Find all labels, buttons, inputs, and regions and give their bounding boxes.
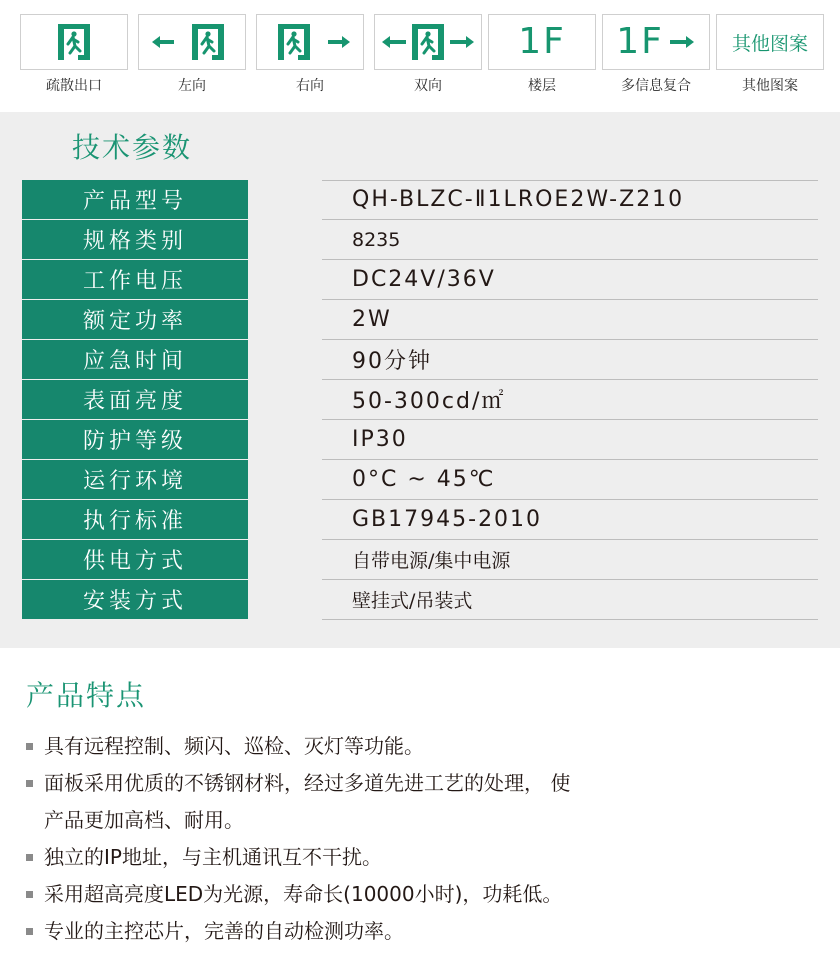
arrow-right-icon xyxy=(668,34,696,50)
floor-sign-text: 1F xyxy=(616,21,664,62)
icon-caption: 右向 xyxy=(296,78,324,94)
spec-label: 产品型号 xyxy=(22,180,248,219)
custom-pattern-text: 其他图案 xyxy=(731,32,808,55)
spec-row xyxy=(22,380,818,420)
spec-value: QH-BLZC-Ⅱ1LROE2W-Z210 xyxy=(322,180,818,220)
exit-runner-icon xyxy=(54,22,94,62)
spec-row xyxy=(22,540,818,580)
icon-caption: 疏散出口 xyxy=(46,78,102,94)
floor-sign-text: 1F xyxy=(518,21,566,62)
icon-caption: 楼层 xyxy=(528,78,556,94)
feature-item xyxy=(24,913,824,950)
spec-label: 规格类别 xyxy=(22,220,248,259)
spec-value: 2W xyxy=(322,300,818,340)
spec-value: 8235 xyxy=(322,220,818,260)
feature-text-continued: 产品更加高档、耐用。 xyxy=(44,808,244,832)
sign-type-left-box xyxy=(138,14,246,70)
spec-row xyxy=(22,260,818,300)
spec-value: 自带电源/集中电源 xyxy=(322,540,818,580)
spec-value: 0°C ~ 45℃ xyxy=(322,460,818,500)
exit-left-arrow-icon xyxy=(148,22,236,62)
custom-pattern-icon xyxy=(716,14,824,70)
spec-label: 工作电压 xyxy=(22,260,248,299)
sign-type-strip xyxy=(0,0,840,112)
sign-type-floor xyxy=(488,14,596,94)
bullet-square-icon xyxy=(26,928,33,935)
features-title: 产品特点 xyxy=(26,679,147,712)
spec-row xyxy=(22,500,818,540)
spec-label: 运行环境 xyxy=(22,460,248,499)
bullet-square-icon xyxy=(26,891,33,898)
sign-type-exit xyxy=(20,14,128,94)
spec-row xyxy=(22,460,818,500)
bullet-square-icon xyxy=(26,780,33,787)
exit-double-arrow-icon xyxy=(380,22,476,62)
spec-panel xyxy=(0,112,840,648)
spec-row xyxy=(22,580,818,620)
feature-item xyxy=(24,876,824,913)
spec-label: 安装方式 xyxy=(22,580,248,619)
spec-row xyxy=(22,340,818,380)
bullet-square-icon xyxy=(26,743,33,750)
feature-text: 专业的主控芯片，完善的自动检测功率。 xyxy=(44,919,404,943)
spec-label: 执行标准 xyxy=(22,500,248,539)
sign-type-multi-info xyxy=(602,14,710,94)
feature-text: 采用超高亮度LED为光源，寿命长(10000小时)，功耗低。 xyxy=(44,882,563,906)
spec-value: 90分钟 xyxy=(322,340,818,380)
icon-caption: 双向 xyxy=(414,78,442,94)
feature-item xyxy=(24,728,824,765)
spec-value: 壁挂式/吊装式 xyxy=(322,580,818,620)
spec-value: 50-300cd/㎡ xyxy=(322,380,818,420)
floor-arrow-sign-icon xyxy=(602,14,710,70)
exit-right-arrow-icon xyxy=(266,22,354,62)
sign-type-double-box xyxy=(374,14,482,70)
floor-sign-icon xyxy=(488,14,596,70)
spec-value: DC24V/36V xyxy=(322,260,818,300)
spec-row xyxy=(22,180,818,220)
icon-caption: 多信息复合 xyxy=(621,78,691,94)
spec-row xyxy=(22,420,818,460)
feature-text: 具有远程控制、频闪、巡检、灭灯等功能。 xyxy=(44,734,424,758)
feature-item xyxy=(24,839,824,876)
feature-text: 独立的IP地址，与主机通讯互不干扰。 xyxy=(44,845,382,869)
spec-label: 表面亮度 xyxy=(22,380,248,419)
spec-label: 供电方式 xyxy=(22,540,248,579)
icon-caption: 其他图案 xyxy=(742,78,798,94)
spec-label: 防护等级 xyxy=(22,420,248,459)
spec-row xyxy=(22,220,818,260)
spec-row xyxy=(22,300,818,340)
sign-type-other xyxy=(716,14,824,94)
sign-type-exit-box xyxy=(20,14,128,70)
spec-value: GB17945-2010 xyxy=(322,500,818,540)
sign-type-right xyxy=(256,14,364,94)
feature-item xyxy=(24,765,824,839)
bullet-square-icon xyxy=(26,854,33,861)
spec-label: 额定功率 xyxy=(22,300,248,339)
spec-label: 应急时间 xyxy=(22,340,248,379)
sign-type-left xyxy=(138,14,246,94)
spec-title: 技术参数 xyxy=(72,131,193,164)
spec-value: IP30 xyxy=(322,420,818,460)
sign-type-right-box xyxy=(256,14,364,70)
icon-caption: 左向 xyxy=(178,78,206,94)
sign-type-double xyxy=(374,14,482,94)
feature-text: 面板采用优质的不锈钢材料，经过多道先进工艺的处理， 使 xyxy=(44,771,571,795)
features-list xyxy=(24,728,824,950)
